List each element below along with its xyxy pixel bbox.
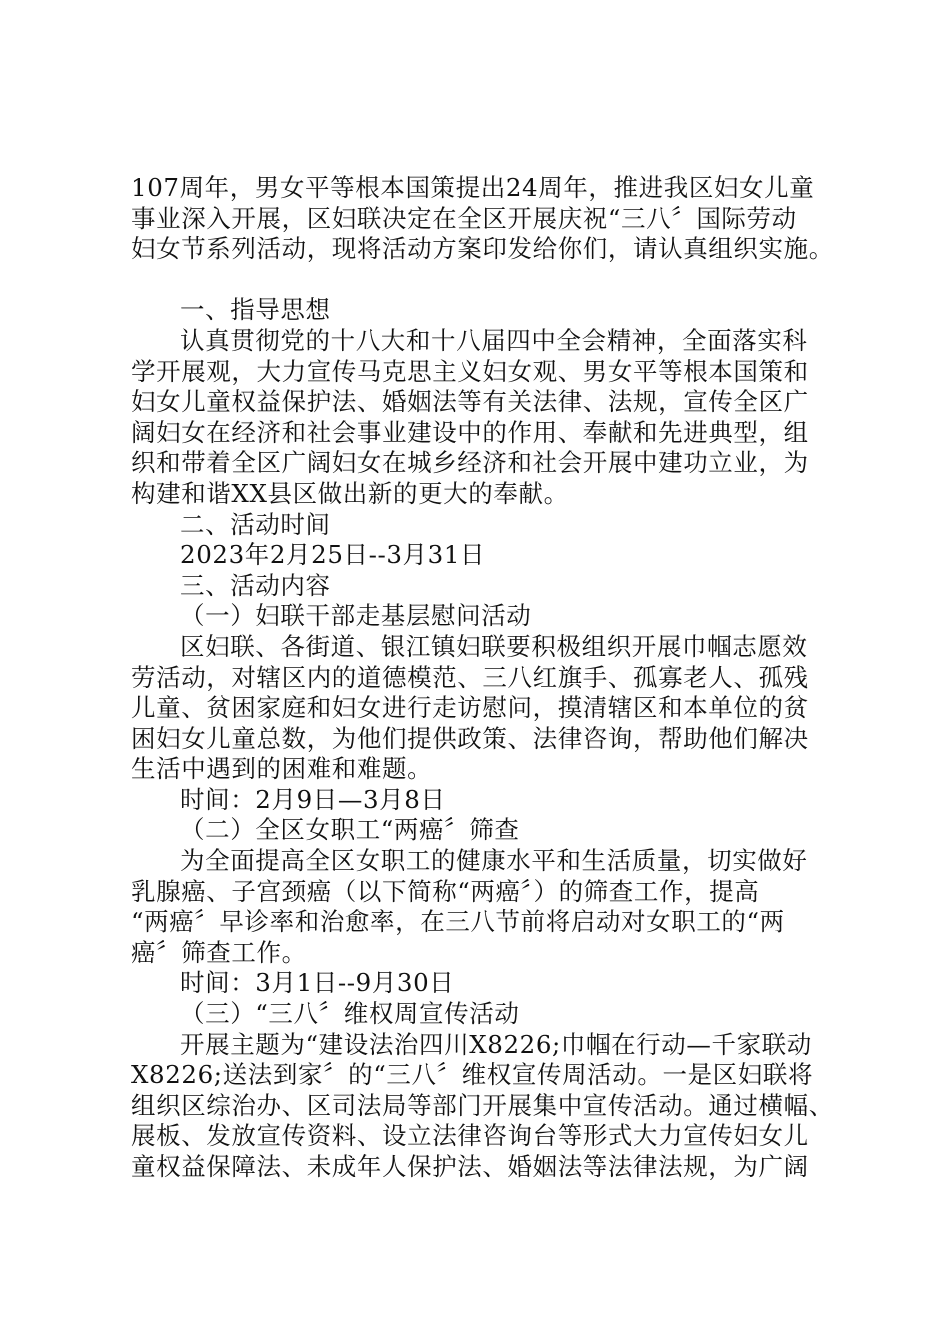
activity-date: 2023年2月25日--3月31日 xyxy=(180,540,486,570)
item-time: 时间：3月1日--9月30日 xyxy=(180,968,455,998)
body-line: 为全面提高全区女职工的健康水平和生活质量，切实做好 xyxy=(180,846,808,876)
body-line: “两癌〞早诊率和治愈率，在三八节前将启动对女职工的“两 xyxy=(131,907,785,937)
body-line: 儿童、贫困家庭和妇女进行走访慰问，摸清辖区和本单位的贫 xyxy=(131,693,809,723)
body-line: 阔妇女在经济和社会事业建设中的作用、奉献和先进典型，组 xyxy=(131,417,809,447)
section-heading-activity-time: 二、活动时间 xyxy=(180,509,331,539)
body-line: 学开展观，大力宣传马克思主义妇女观、男女平等根本国策和 xyxy=(131,356,809,386)
item-heading-screening: （二）全区女职工“两癌〞筛查 xyxy=(180,815,520,845)
body-line: X8226;送法到家〞的“三八〞维权宣传周活动。一是区妇联将 xyxy=(131,1060,814,1090)
body-line: 困妇女儿童总数，为他们提供政策、法律咨询，帮助他们解决 xyxy=(131,723,809,753)
document-body xyxy=(131,173,834,1183)
item-time: 时间：2月9日—3月8日 xyxy=(180,784,446,814)
body-line: 构建和谐XX县区做出新的更大的奉献。 xyxy=(131,478,569,508)
body-line: 癌〞筛查工作。 xyxy=(131,937,307,967)
body-line: 开展主题为“建设法治四川X8226;巾帼在行动—千家联动 xyxy=(180,1029,812,1059)
body-line: 织和带着全区广阔妇女在城乡经济和社会开展中建功立业，为 xyxy=(131,448,809,478)
intro-line: 妇女节系列活动，现将活动方案印发给你们，请认真组织实施。 xyxy=(131,234,834,264)
item-heading-visit: （一）妇联干部走基层慰问活动 xyxy=(180,601,532,631)
body-line: 童权益保障法、未成年人保护法、婚姻法等法律法规，为广阔 xyxy=(131,1152,809,1181)
body-line: 认真贯彻党的十八大和十八届四中全会精神，全面落实科 xyxy=(180,325,808,355)
paragraph-gap xyxy=(131,265,831,296)
body-line: 妇女儿童权益保护法、婚姻法等有关法律、法规，宣传全区广 xyxy=(131,387,809,417)
item-heading-rights-week: （三）“三八〞维权周宣传活动 xyxy=(180,999,520,1029)
section-heading-activity-content: 三、活动内容 xyxy=(180,570,331,600)
body-line: 乳腺癌、子宫颈癌（以下简称“两癌〞）的筛查工作，提高 xyxy=(131,876,760,906)
body-line: 组织区综治办、区司法局等部门开展集中宣传活动。通过横幅、 xyxy=(131,1090,834,1120)
body-line: 区妇联、各街道、银江镇妇联要积极组织开展巾帼志愿效 xyxy=(180,631,808,661)
intro-line: 事业深入开展，区妇联决定在全区开展庆祝“三八〞国际劳动 xyxy=(131,203,797,233)
body-line: 生活中遇到的困难和难题。 xyxy=(131,754,433,784)
section-heading-guiding-thought: 一、指导思想 xyxy=(180,295,331,325)
body-line: 展板、发放宣传资料、设立法律咨询台等形式大力宣传妇女儿 xyxy=(131,1121,809,1151)
body-line: 劳活动，对辖区内的道德模范、三八红旗手、孤寡老人、孤残 xyxy=(131,662,809,692)
intro-line: 107周年，男女平等根本国策提出24周年，推进我区妇女儿童 xyxy=(131,173,815,202)
